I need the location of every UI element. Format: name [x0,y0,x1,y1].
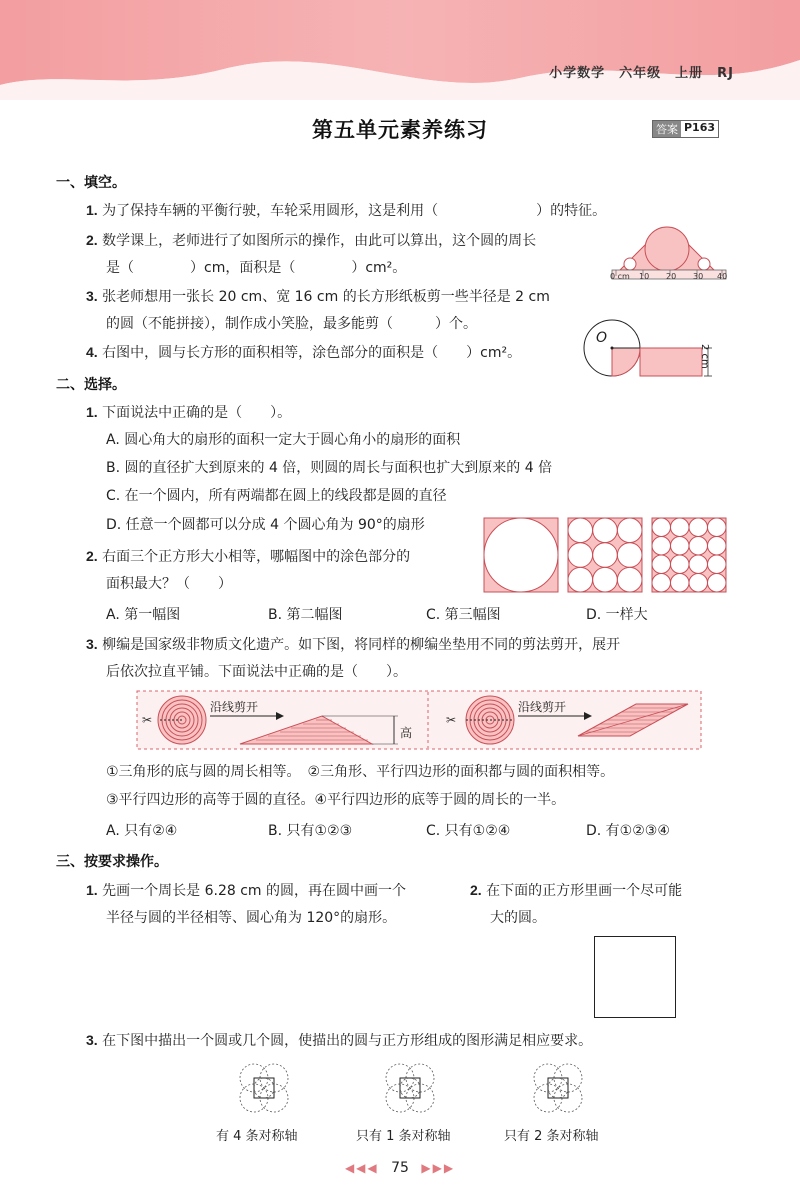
s2-q3-num: 3. [86,636,98,652]
s3-q2-num: 2. [470,882,482,898]
s3-q2-text1: 在下面的正方形里画一个尽可能 [486,883,683,899]
section2-heading: 二、选择。 [56,377,126,393]
s2-q3-statement1: ①三角形的底与圆的周长相等。 ②三角形、平行四边形的面积都与圆的面积相等。 [106,764,615,780]
s2-q2-line2: 面积最大？（ ） [106,576,232,592]
s2-q3-option-d: D. 有①②③④ [586,823,670,839]
page-number: 75 [391,1160,409,1176]
s1-q2-num: 2. [86,232,98,248]
caption-4-axes: 有 4 条对称轴 [216,1129,298,1144]
s2-q1-num: 1. [86,404,98,420]
ruler-tick-30: 30 [693,272,704,281]
section3-heading: 三、按要求操作。 [56,854,168,870]
s1-q1-text: 为了保持车辆的平衡行驶，车轮采用圆形，这是利用（ ）的特征。 [102,203,607,219]
s3-q3-text: 在下图中描出一个圆或几个圆，使描出的圆与正方形组成的图形满足相应要求。 [102,1033,593,1049]
s2-q2-option-a: A. 第一幅图 [106,607,181,623]
s1-q1-num: 1. [86,202,98,218]
s1-q4-num: 4. [86,344,98,360]
s3-q2-line1 [470,880,682,901]
s2-q2-num: 2. [86,548,98,564]
cut-label-left: 沿线剪开 [210,700,259,714]
caption-2-axes: 只有 2 条对称轴 [504,1129,599,1144]
draw-square[interactable] [594,936,676,1018]
s2-q2-option-c: C. 第三幅图 [426,607,501,623]
header-band [0,0,800,100]
scissors-icon-left: ✂ [142,713,153,727]
s2-q1-option-d: D. 任意一个圆都可以分成 4 个圆心角为 90°的扇形 [106,517,425,533]
s2-q2-option-b: B. 第二幅图 [268,607,343,623]
page-title: 第五单元素养练习 [312,118,488,142]
s1-q2-line1 [86,230,536,251]
s2-q2-text1: 右面三个正方形大小相等，哪幅图中的涂色部分的 [102,549,411,565]
book-info: 小学数学 六年级 上册 RJ [549,66,734,81]
caption-1-axis: 只有 1 条对称轴 [356,1129,451,1144]
s1-q3-line1 [86,286,550,307]
left-arrows-icon: ◀◀◀ [344,1161,379,1175]
three-squares-figure [482,516,728,596]
cut-label-right: 沿线剪开 [518,700,567,714]
s1-q2-line2: 是（ ）cm，面积是（ ）cm²。 [106,260,407,276]
right-arrows-icon: ▶▶▶ [421,1161,456,1175]
symmetry-figure-2[interactable] [380,1058,440,1118]
s2-q3-option-b: B. 只有①②③ [268,823,353,839]
s1-q4 [86,342,521,363]
s1-q3-num: 3. [86,288,98,304]
answer-page: P163 [684,121,716,134]
s3-q1-line2: 半径与圆的半径相等、圆心角为 120°的扇形。 [106,910,397,926]
answer-reference [652,120,719,138]
symmetry-figure-1[interactable] [234,1058,294,1118]
ruler-tick-20: 20 [666,272,677,281]
s2-q1-option-c: C. 在一个圆内，所有两端都在圆上的线段都是圆的直径 [106,488,447,504]
s1-q3-text1: 张老师想用一张长 20 cm、宽 16 cm 的长方形纸板剪一些半径是 2 cm [102,289,550,305]
s2-q3-line1 [86,634,620,655]
s2-q1 [86,402,291,423]
height-label: 高 [400,726,413,740]
s1-q1 [86,200,606,221]
s3-q3 [86,1030,592,1051]
s2-q2-option-d: D. 一样大 [586,607,648,623]
s2-q3-line2: 后依次拉直平铺。下面说法中正确的是（ ）。 [106,664,407,680]
s1-q3-line2: 的圆（不能拼接），制作成小笑脸，最多能剪（ ）个。 [106,316,477,332]
scissors-icon-right: ✂ [446,713,457,727]
answer-label: 答案 [653,121,681,137]
s2-q2-line1 [86,546,410,567]
s3-q1-num: 1. [86,882,98,898]
s1-q4-text: 右图中，圆与长方形的面积相等，涂色部分的面积是（ ）cm²。 [102,345,522,361]
s2-q3-option-c: C. 只有①②④ [426,823,511,839]
s2-q3-option-a: A. 只有②④ [106,823,178,839]
s3-q3-num: 3. [86,1032,98,1048]
s2-q1-text: 下面说法中正确的是（ ）。 [102,405,292,421]
s1-q2-text1: 数学课上，老师进行了如图所示的操作，由此可以算出，这个圆的周长 [102,233,537,249]
ruler-tick-0: 0 cm [610,272,630,281]
section1-heading: 一、填空。 [56,175,126,191]
rect-side-label: 2 cm [699,344,710,369]
page-footer [0,1160,800,1176]
ruler-tick-40: 40 [717,272,728,281]
circle-center-label: O [596,330,608,346]
s3-q1-text1: 先画一个周长是 6.28 cm 的圆，再在圆中画一个 [102,883,406,899]
symmetry-figure-3[interactable] [528,1058,588,1118]
s2-q3-statement2: ③平行四边形的高等于圆的直径。④平行四边形的底等于圆的周长的一半。 [106,792,566,808]
circle-rect-figure [582,318,742,380]
s2-q1-option-b: B. 圆的直径扩大到原来的 4 倍，则圆的周长与面积也扩大到原来的 4 倍 [106,460,553,476]
ruler-tick-10: 10 [639,272,650,281]
s2-q3-text1: 柳编是国家级非物质文化遗产。如下图，将同样的柳编坐垫用不同的剪法剪开，展开 [102,637,621,653]
s3-q2-line2: 大的圆。 [490,910,546,926]
s3-q1-line1 [86,880,406,901]
s2-q1-option-a: A. 圆心角大的扇形的面积一定大于圆心角小的扇形的面积 [106,432,461,448]
